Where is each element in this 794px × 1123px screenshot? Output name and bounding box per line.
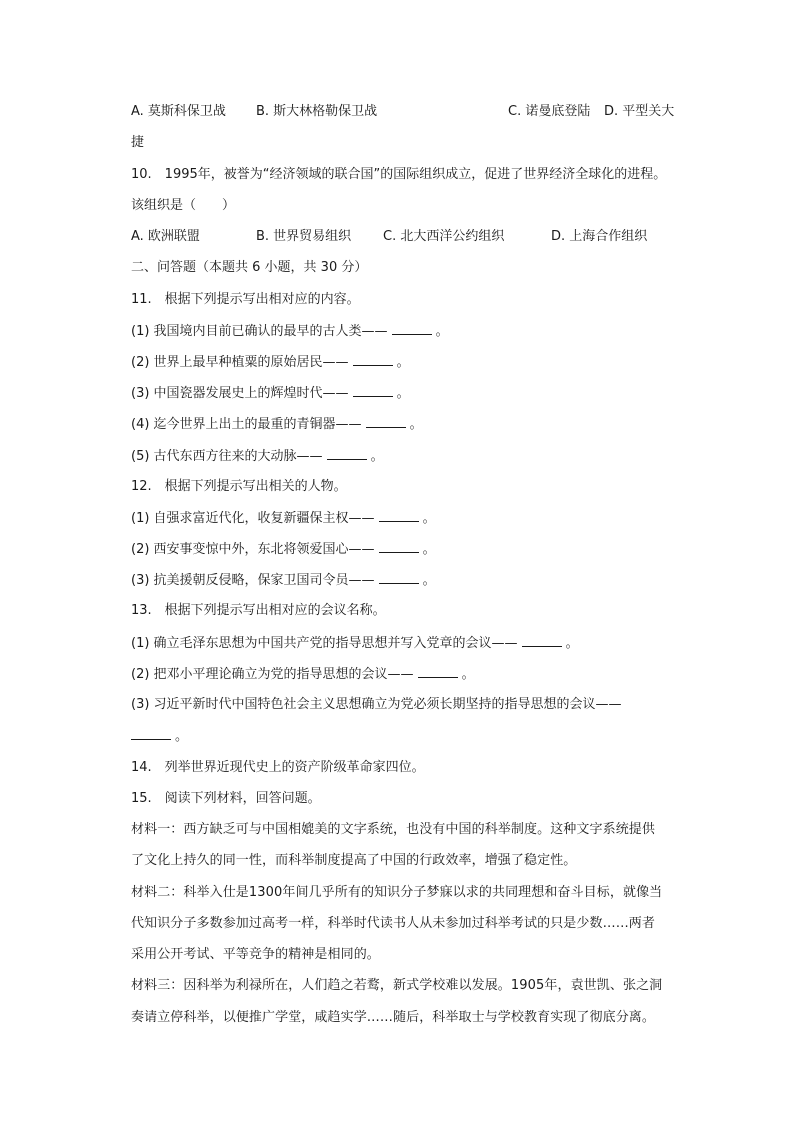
q13-item-3-text: (3) 习近平新时代中国特色社会主义思想确立为党必须长期坚持的指导思想的会议——: [131, 697, 622, 712]
q9-option-c: C. 诺曼底登陆: [508, 104, 591, 119]
answer-blank[interactable]: [131, 726, 171, 740]
q11-item-3: [131, 383, 410, 404]
q11-item-1: [131, 321, 449, 342]
q11-item-4: [131, 414, 423, 435]
q10-stem-line2: 该组织是（ ）: [131, 198, 236, 213]
q11-item-3-end: 。: [396, 386, 410, 401]
q14-stem: 14. 列举世界近现代史上的资产阶级革命家四位。: [131, 760, 425, 775]
q13-item-1: [131, 633, 579, 654]
q12-item-2-text: (2) 西安事变惊中外，东北将领爱国心——: [131, 542, 375, 557]
q12-item-1: [131, 508, 436, 529]
q15-material-3-line1: 材料三：因科举为利禄所在，人们趋之若鹜，新式学校难以发展。1905年，袁世凯、张之洞: [131, 978, 663, 993]
q13-item-3: [131, 695, 622, 715]
q10-stem-line1: 10. 1995年，被誉为“经济领域的联合国”的国际组织成立，促进了世界经济全球化的进程。: [131, 167, 667, 182]
q11-item-3-text: (3) 中国瓷器发展史上的辉煌时代——: [131, 386, 349, 401]
q12-stem: 12. 根据下列提示写出相关的人物。: [131, 479, 347, 494]
answer-blank[interactable]: [418, 664, 458, 678]
q9-option-a: A. 莫斯科保卫战: [131, 104, 226, 119]
answer-blank[interactable]: [366, 414, 406, 428]
answer-blank[interactable]: [379, 570, 419, 584]
q10-option-d: D. 上海合作组织: [551, 229, 648, 244]
answer-blank[interactable]: [392, 321, 432, 335]
answer-blank[interactable]: [379, 539, 419, 553]
q11-item-2-end: 。: [396, 355, 410, 370]
q12-item-2-end: 。: [422, 542, 436, 557]
q12-item-2: [131, 539, 436, 560]
answer-blank[interactable]: [379, 508, 419, 522]
q9-option-b: B. 斯大林格勒保卫战: [256, 104, 378, 119]
q12-item-3-end: 。: [422, 573, 436, 588]
q12-item-3-text: (3) 抗美援朝反侵略，保家卫国司令员——: [131, 573, 375, 588]
q15-stem: 15. 阅读下列材料，回答问题。: [131, 791, 321, 806]
q15-material-1-line2: 了文化上持久的同一性，而科举制度提高了中国的行政效率，增强了稳定性。: [131, 853, 577, 868]
q13-item-3-end: 。: [175, 729, 189, 744]
q15-material-1-line1: 材料一：西方缺乏可与中国相媲美的文字系统，也没有中国的科举制度。这种文字系统提供: [131, 822, 656, 837]
q13-item-2-text: (2) 把邓小平理论确立为党的指导思想的会议——: [131, 667, 414, 682]
q15-material-2-line2: 代知识分子多数参加过高考一样，科举时代读书人从未参加过科举考试的只是少数……两者: [131, 916, 656, 931]
q9-option-d-continued: 捷: [131, 135, 145, 150]
q13-item-3-continued: [131, 726, 188, 747]
q11-item-5-text: (5) 古代东西方往来的大动脉——: [131, 449, 323, 464]
q15-material-2-line3: 采用公开考试、平等竞争的精神是相同的。: [131, 947, 380, 962]
q13-item-1-end: 。: [565, 636, 579, 651]
answer-blank[interactable]: [327, 446, 367, 460]
q11-item-5: [131, 446, 384, 467]
q13-item-1-text: (1) 确立毛泽东思想为中国共产党的指导思想并写入党章的会议——: [131, 636, 518, 651]
q12-item-1-end: 。: [422, 511, 436, 526]
q12-item-3: [131, 570, 436, 591]
q11-item-2: [131, 352, 410, 373]
q10-option-b: B. 世界贸易组织: [256, 229, 352, 244]
q11-stem: 11. 根据下列提示写出相对应的内容。: [131, 292, 360, 307]
answer-blank[interactable]: [353, 352, 393, 366]
q11-item-4-end: 。: [409, 417, 423, 432]
answer-blank[interactable]: [353, 383, 393, 397]
q11-item-1-end: 。: [435, 324, 449, 339]
section-2-title: 二、问答题（本题共 6 小题，共 30 分）: [131, 260, 368, 275]
q10-option-a: A. 欧洲联盟: [131, 229, 200, 244]
q15-material-3-line2: 奏请立停科举，以便推广学堂，咸趋实学……随后，科举取士与学校教育实现了彻底分离。: [131, 1010, 656, 1025]
q13-stem: 13. 根据下列提示写出相对应的会议名称。: [131, 603, 386, 618]
q15-material-2-line1: 材料二：科举入仕是1300年间几乎所有的知识分子梦寐以求的共同理想和奋斗目标，就像当: [131, 885, 663, 900]
q13-item-2-end: 。: [461, 667, 475, 682]
q12-item-1-text: (1) 自强求富近代化，收复新疆保主权——: [131, 511, 375, 526]
q13-item-2: [131, 664, 475, 685]
q11-item-2-text: (2) 世界上最早种植粟的原始居民——: [131, 355, 349, 370]
q9-option-d: D. 平型关大: [604, 104, 675, 119]
q10-option-c: C. 北大西洋公约组织: [383, 229, 505, 244]
q11-item-1-text: (1) 我国境内目前已确认的最早的古人类——: [131, 324, 388, 339]
answer-blank[interactable]: [522, 633, 562, 647]
q11-item-4-text: (4) 迄今世界上出土的最重的青铜器——: [131, 417, 362, 432]
q11-item-5-end: 。: [370, 449, 384, 464]
